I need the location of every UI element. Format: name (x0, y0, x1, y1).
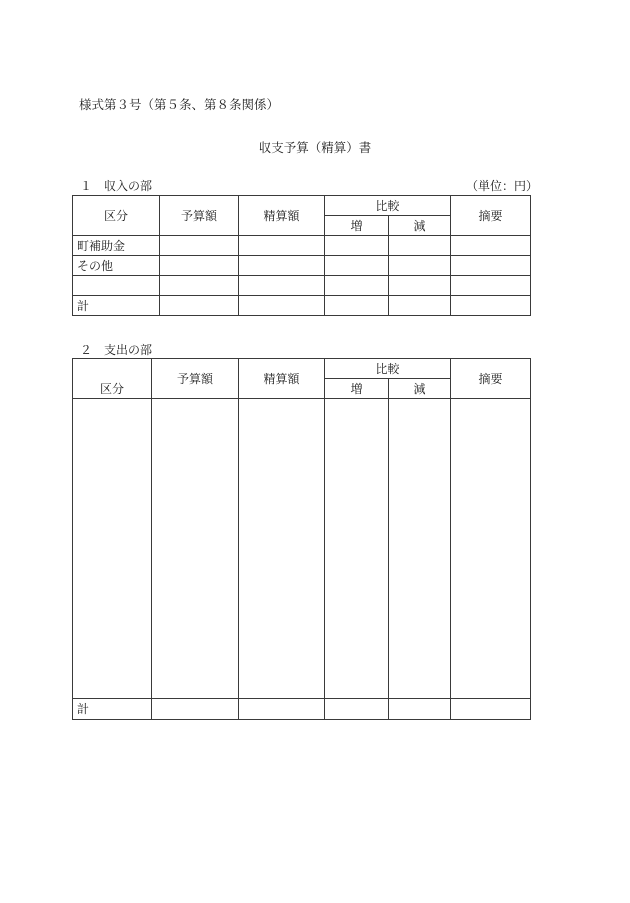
expenditure-section-heading: ２ 支出の部 (80, 343, 153, 357)
income-cell (389, 236, 451, 256)
expenditure-cell (152, 399, 239, 699)
income-cell (451, 256, 531, 276)
expenditure-cell (451, 699, 531, 720)
income-table (72, 195, 531, 316)
expenditure-cell (325, 399, 389, 699)
income-row-label: その他 (73, 256, 160, 276)
expenditure-cell (73, 399, 152, 699)
income-col-category: 区分 (73, 196, 160, 236)
table-row (73, 276, 531, 296)
income-cell (239, 256, 325, 276)
table-row (73, 236, 531, 256)
income-cell (160, 256, 239, 276)
income-cell (160, 276, 239, 296)
expenditure-col-comparison: 比較 (325, 359, 451, 379)
expenditure-cell (152, 699, 239, 720)
expenditure-col-budget: 予算額 (152, 359, 239, 399)
expenditure-cell (325, 699, 389, 720)
income-col-remarks: 摘要 (451, 196, 531, 236)
unit-note: （単位：円） (465, 179, 538, 193)
expenditure-cell (451, 399, 531, 699)
expenditure-col-increase: 増 (325, 379, 389, 399)
income-col-settlement: 精算額 (239, 196, 325, 236)
income-header-row (73, 196, 531, 216)
expenditure-cell (239, 699, 325, 720)
form-number: 様式第３号（第５条、第８条関係） (79, 97, 280, 112)
income-cell (451, 236, 531, 256)
income-cell (451, 296, 531, 316)
income-cell (239, 236, 325, 256)
income-total-row (73, 296, 531, 316)
income-col-comparison: 比較 (325, 196, 451, 216)
income-col-decrease: 減 (389, 216, 451, 236)
income-cell (389, 296, 451, 316)
expenditure-col-category: 区分 (73, 359, 152, 399)
expenditure-header-row (73, 359, 531, 379)
income-section-heading: １ 収入の部 (80, 179, 153, 193)
income-cell (389, 256, 451, 276)
expenditure-cell (389, 699, 451, 720)
expenditure-col-remarks: 摘要 (451, 359, 531, 399)
expenditure-total-row (73, 699, 531, 720)
income-row-label: 町補助金 (73, 236, 160, 256)
table-row (73, 399, 531, 699)
income-cell (451, 276, 531, 296)
expenditure-col-decrease: 減 (389, 379, 451, 399)
expenditure-total-label: 計 (73, 699, 152, 720)
table-row (73, 256, 531, 276)
income-col-increase: 増 (325, 216, 389, 236)
income-cell (325, 236, 389, 256)
income-cell (239, 276, 325, 296)
income-row-label (73, 276, 160, 296)
income-cell (389, 276, 451, 296)
expenditure-cell (239, 399, 325, 699)
income-total-label: 計 (73, 296, 160, 316)
expenditure-table (72, 358, 531, 720)
income-cell (160, 236, 239, 256)
income-cell (160, 296, 239, 316)
income-cell (325, 296, 389, 316)
expenditure-cell (389, 399, 451, 699)
expenditure-col-settlement: 精算額 (239, 359, 325, 399)
income-cell (239, 296, 325, 316)
income-col-budget: 予算額 (160, 196, 239, 236)
income-cell (325, 256, 389, 276)
income-cell (325, 276, 389, 296)
document-title: 収支予算（精算）書 (258, 140, 372, 155)
